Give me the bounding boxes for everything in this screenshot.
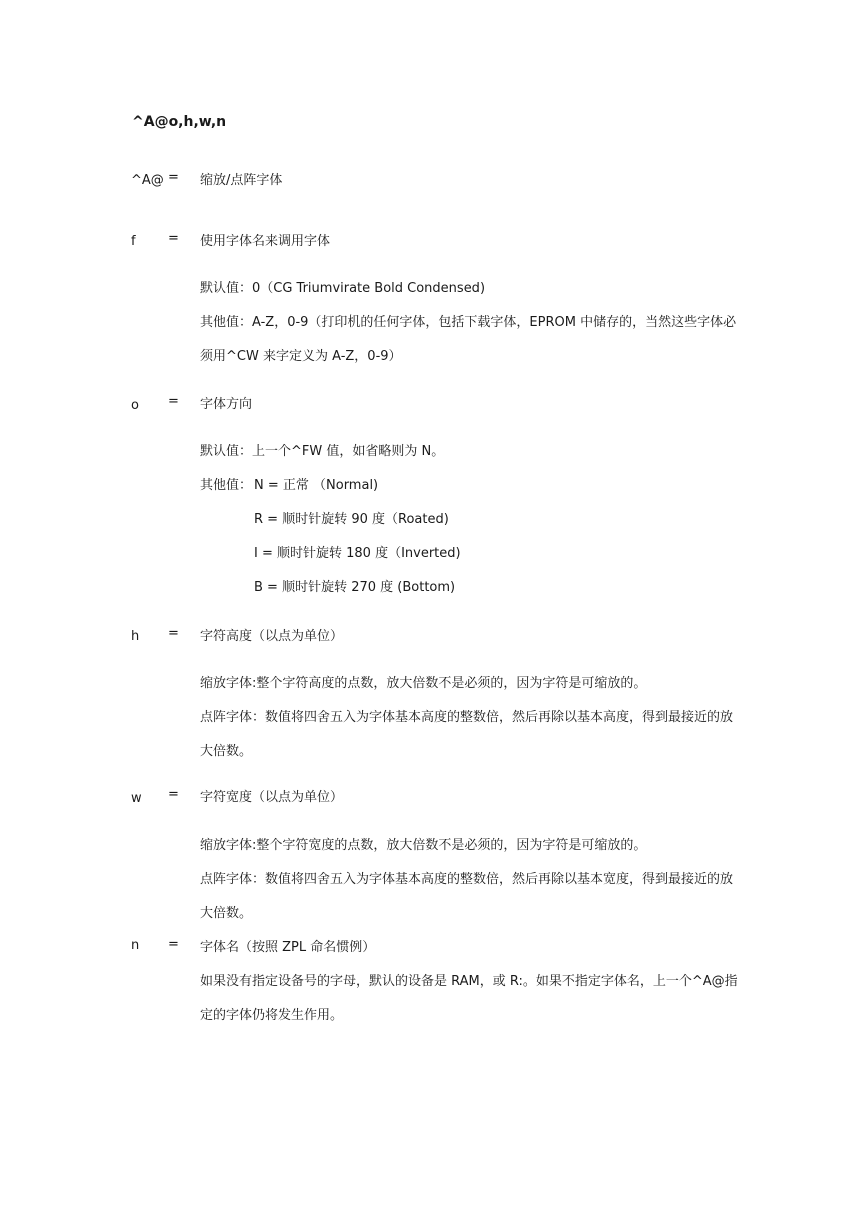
param-o: o (131, 398, 139, 413)
option-normal: N = 正常 （Normal) (254, 478, 379, 493)
bitmap-font-note: 点阵字体：数值将四舍五入为字体基本高度的整数倍，然后再除以基本高度，得到最接近的放 (200, 710, 734, 725)
equals-sign: = (168, 937, 179, 952)
scalable-font-note: 缩放字体:整个字符高度的点数，放大倍数不是必须的，因为字符是可缩放的。 (200, 676, 647, 691)
device-note-cont: 定的字体仍将发生作用。 (200, 1008, 344, 1023)
param-description: 字体名（按照 ZPL 命名惯例） (200, 940, 376, 955)
param-n: n (131, 938, 140, 953)
equals-sign: = (168, 231, 179, 246)
param-description: 字体方向 (200, 397, 253, 412)
param-h: h (131, 629, 140, 644)
param-w: w (131, 791, 142, 806)
other-values-cont: 须用^CW 来字定义为 A-Z，0-9） (200, 349, 402, 364)
page-title: ^A@o,h,w,n (132, 114, 227, 130)
equals-sign: = (168, 626, 179, 641)
option-rotated: R = 顺时针旋转 90 度（Roated) (254, 512, 449, 527)
option-bottom: B = 顺时针旋转 270 度 (Bottom) (254, 580, 456, 595)
default-value: 默认值：0（CG Triumvirate Bold Condensed) (200, 281, 486, 296)
bitmap-font-note-cont: 大倍数。 (200, 906, 253, 921)
other-values: 其他值：A-Z，0-9（打印机的任何字体，包括下载字体，EPROM 中储存的，当然这些字体必 (200, 315, 737, 330)
equals-sign: = (168, 394, 179, 409)
equals-sign: = (168, 787, 179, 802)
bitmap-font-note-cont: 大倍数。 (200, 744, 253, 759)
bitmap-font-note: 点阵字体：数值将四舍五入为字体基本高度的整数倍，然后再除以基本宽度，得到最接近的放 (200, 872, 734, 887)
other-values-label: 其他值： (200, 478, 253, 493)
param-f: f (131, 234, 136, 249)
param-description: 字符宽度（以点为单位） (200, 790, 344, 805)
option-inverted: I = 顺时针旋转 180 度（Inverted) (254, 546, 461, 561)
scalable-font-note: 缩放字体:整个字符宽度的点数，放大倍数不是必须的，因为字符是可缩放的。 (200, 838, 647, 853)
default-value: 默认值：上一个^FW 值，如省略则为 N。 (200, 444, 445, 459)
param-command: ^A@ (131, 173, 164, 188)
equals-sign: = (168, 170, 179, 185)
device-note: 如果没有指定设备号的字母，默认的设备是 RAM，或 R:。如果不指定字体名，上一个^A@指 (200, 974, 738, 989)
param-description: 字符高度（以点为单位） (200, 629, 344, 644)
param-description: 使用字体名来调用字体 (200, 234, 331, 249)
param-description: 缩放/点阵字体 (200, 173, 283, 188)
